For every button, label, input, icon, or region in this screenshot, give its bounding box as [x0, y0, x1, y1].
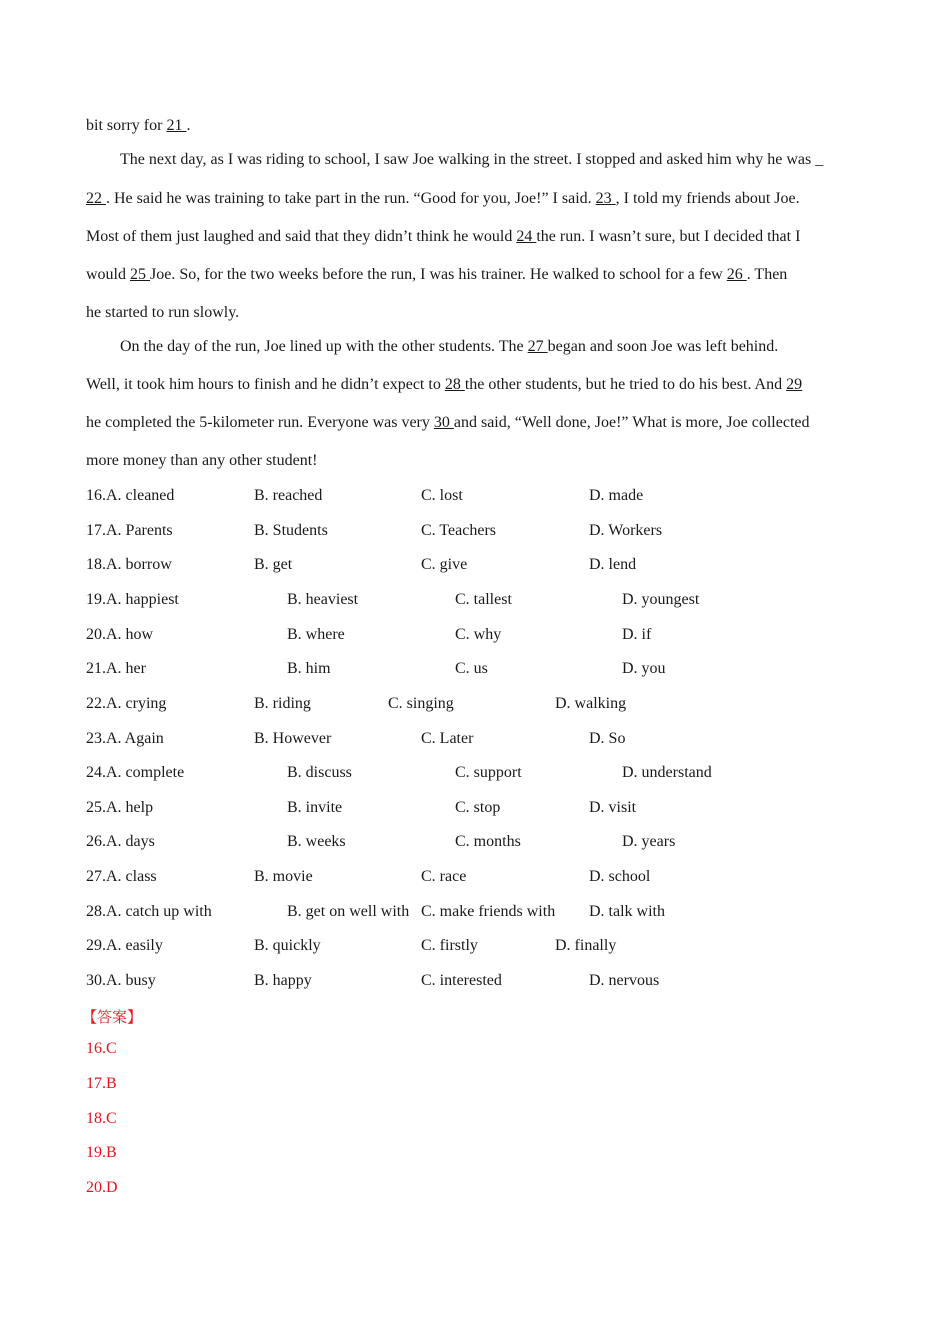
option-b: B. Students	[254, 522, 328, 539]
question-row	[86, 626, 866, 646]
passage-text: bit sorry for	[86, 117, 167, 134]
passage-line-1	[86, 117, 190, 135]
option-b: B. reached	[254, 487, 323, 504]
option-d: D. visit	[589, 799, 637, 816]
option-c: C. give	[421, 556, 468, 573]
option-a: 30.A. busy	[86, 972, 156, 989]
blank-24: 24	[516, 228, 537, 245]
option-c: C. months	[455, 833, 521, 850]
blank-25: 25	[130, 266, 150, 283]
answer-item: 20.D	[86, 1179, 118, 1196]
option-d: D. Workers	[589, 522, 663, 539]
option-b: B. get	[254, 556, 293, 573]
option-c: C. make friends with	[421, 903, 556, 920]
answer-heading: 【答案】	[82, 1008, 143, 1026]
option-d: D. understand	[622, 764, 712, 781]
option-d: D. nervous	[589, 972, 660, 989]
passage-line-3	[86, 190, 800, 208]
option-b: B. heaviest	[287, 591, 359, 608]
option-b: B. movie	[254, 868, 313, 885]
option-c: C. why	[455, 626, 502, 643]
passage-line-9	[86, 414, 810, 432]
option-c: C. lost	[421, 487, 463, 504]
passage-line-10: more money than any other student!	[86, 452, 318, 469]
passage-text: .	[186, 117, 191, 134]
option-c: C. Teachers	[421, 522, 496, 539]
option-d: D. made	[589, 487, 644, 504]
question-row	[86, 487, 866, 507]
option-d: D. youngest	[622, 591, 700, 608]
blank-21: 21	[166, 117, 187, 134]
option-b: B. get on well with	[287, 903, 410, 920]
passage-line-6: he started to run slowly.	[86, 304, 240, 321]
option-a: 25.A. help	[86, 799, 154, 816]
option-b: B. weeks	[287, 833, 346, 850]
option-b: B. him	[287, 660, 331, 677]
option-d: D. talk with	[589, 903, 665, 920]
option-d: D. walking	[555, 695, 627, 712]
option-a: 29.A. easily	[86, 937, 163, 954]
option-d: D. lend	[589, 556, 637, 573]
passage-text: and said, “Well done, Joe!” What is more, Joe collected	[453, 414, 810, 431]
question-row	[86, 730, 866, 750]
question-row	[86, 695, 866, 715]
option-a: 21.A. her	[86, 660, 146, 677]
passage-line-7	[120, 338, 778, 356]
question-row	[86, 591, 866, 611]
option-a: 19.A. happiest	[86, 591, 179, 608]
passage-line-5	[86, 266, 787, 284]
option-a: 27.A. class	[86, 868, 157, 885]
option-a: 28.A. catch up with	[86, 903, 212, 920]
option-c: C. race	[421, 868, 467, 885]
option-a: 24.A. complete	[86, 764, 185, 781]
passage-text: the other students, but he tried to do his best. And	[464, 376, 787, 393]
answer-item: 19.B	[86, 1144, 117, 1161]
option-d: D. if	[622, 626, 652, 643]
question-row	[86, 522, 866, 542]
blank-22: 22	[86, 190, 106, 207]
passage-text: . He said he was training to take part in the run. “Good for you, Joe!” I said.	[106, 190, 596, 207]
option-b: B. However	[254, 730, 332, 747]
question-row	[86, 868, 866, 888]
option-a: 18.A. borrow	[86, 556, 172, 573]
passage-text: would	[86, 266, 130, 283]
option-c: C. singing	[388, 695, 454, 712]
blank-28: 28	[444, 376, 465, 393]
question-row	[86, 764, 866, 784]
option-d: D. So	[589, 730, 626, 747]
blank-26: 26	[726, 266, 747, 283]
passage-text: Joe. So, for the two weeks before the run, I was his trainer. He walked to school for a few	[150, 266, 727, 283]
option-d: D. finally	[555, 937, 617, 954]
option-c: C. Later	[421, 730, 474, 747]
question-row	[86, 799, 866, 819]
passage-line-8	[86, 376, 802, 394]
passage-text: Most of them just laughed and said that they didn’t think he would	[86, 228, 517, 245]
passage-text: the run. I wasn’t sure, but I decided that I	[536, 228, 801, 245]
option-a: 26.A. days	[86, 833, 155, 850]
option-a: 20.A. how	[86, 626, 154, 643]
option-d: D. years	[622, 833, 676, 850]
option-b: B. riding	[254, 695, 311, 712]
blank-23: 23	[595, 190, 616, 207]
passage-text: Well, it took him hours to finish and he didn’t expect to	[86, 376, 445, 393]
answer-item: 18.C	[86, 1110, 117, 1127]
question-row	[86, 556, 866, 576]
passage-text: began and soon Joe was left behind.	[547, 338, 779, 355]
option-c: C. stop	[455, 799, 501, 816]
question-row	[86, 833, 866, 853]
passage-text: , I told my friends about Joe.	[615, 190, 800, 207]
question-row	[86, 903, 866, 923]
option-b: B. happy	[254, 972, 312, 989]
option-c: C. firstly	[421, 937, 478, 954]
question-row	[86, 660, 866, 680]
passage-text: he completed the 5-kilometer run. Everyone was very	[86, 414, 434, 431]
option-a: 17.A. Parents	[86, 522, 173, 539]
option-c: C. support	[455, 764, 522, 781]
option-a: 16.A. cleaned	[86, 487, 175, 504]
passage-line-4	[86, 228, 800, 246]
answer-item: 16.C	[86, 1040, 117, 1057]
option-b: B. quickly	[254, 937, 321, 954]
option-d: D. you	[622, 660, 666, 677]
option-a: 22.A. crying	[86, 695, 167, 712]
answer-item: 17.B	[86, 1075, 117, 1092]
question-row	[86, 937, 866, 957]
option-a: 23.A. Again	[86, 730, 164, 747]
option-d: D. school	[589, 868, 651, 885]
option-b: B. where	[287, 626, 345, 643]
option-c: C. us	[455, 660, 488, 677]
passage-text: On the day of the run, Joe lined up with the other students. The	[120, 338, 528, 355]
option-c: C. tallest	[455, 591, 512, 608]
option-c: C. interested	[421, 972, 502, 989]
passage-text: . Then	[746, 266, 788, 283]
passage-line-2: The next day, as I was riding to school, I saw Joe walking in the street. I stopped and asked him why he was _	[120, 151, 824, 168]
option-b: B. invite	[287, 799, 343, 816]
question-row	[86, 972, 866, 992]
blank-27: 27	[527, 338, 548, 355]
blank-30: 30	[433, 414, 454, 431]
option-b: B. discuss	[287, 764, 352, 781]
blank-29: 29	[786, 376, 803, 393]
